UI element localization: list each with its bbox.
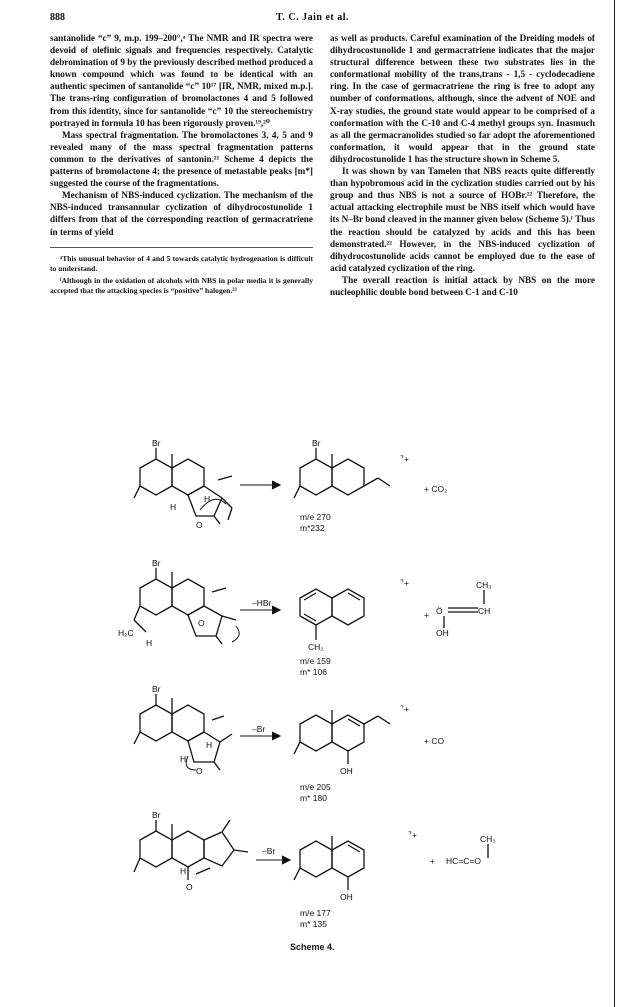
row1-h-label: H (204, 494, 211, 504)
row4-charge: ⌝+ (408, 830, 417, 840)
row2-metastable: m* 106 (300, 667, 327, 677)
left-paragraph-2: Mass spectral fragmentation. The bromolactones 3, 4, 5 and 9 revealed many of the mass spectral fragmentation patterns common to the derivatives of santonin.²¹ Scheme 4 depicts the patterns of bromolactone 4; the presence of metastable peaks [m*] suggested the course of the fragmentations. (50, 129, 313, 189)
row2-reactant-structure (134, 568, 239, 644)
row2-arrow-label: –HBr (252, 598, 272, 608)
row2-oh-label: OH (436, 628, 449, 638)
row4-o-label: O (186, 882, 193, 892)
left-column (50, 32, 313, 298)
row2-enol-o-label: Ö (436, 606, 443, 616)
row1-charge: ⌝+ (400, 454, 409, 464)
row4-product-structure (294, 836, 364, 890)
row2-br-label: Br (152, 558, 161, 568)
row3-metastable: m* 180 (300, 793, 327, 803)
right-paragraph-1: as well as products. Careful examination of the Dreiding models of dihydrocostunolide 1 and germacratriene indicates that the major structural difference between these two substrates lies in the conformational mobility of the trans,trans - 1,5 - cyclodecadiene ring. In the case of germacratriene the ring is free to adopt any number of conformations, although, since the advent of NOE and X-ray studies, the ground state would appear to be comprised of a conformation with the C-10 and C-4 methyl groups syn. Inasmuch as all the germacranolides studied so far adopt the aforementioned conformation, it would appear that in the ground state dihydrocostunolide 1 has the structure shown in Scheme 5. (330, 33, 595, 164)
reaction-arrows (240, 481, 290, 864)
row1-h-label-2: H (170, 502, 177, 512)
footnotes (50, 247, 313, 296)
footnote-f: ᶠAlthough in the oxidation of alcohols with NBS in polar media it is generally accepted that the attacking species is “positive” halogen.²³ (50, 275, 313, 295)
row3-product-structure (294, 710, 390, 764)
row4-br-label: Br (152, 810, 161, 820)
row3-oh-label: OH (340, 766, 353, 776)
row1-product-structure (294, 448, 390, 498)
right-paragraph-2: It was shown by van Tamelen that NBS reacts quite differently than hypobromous acid in the cyclization studies carried out by his group and thus NBS is not a source of HOBr.²² Therefore, the actual attacking electrophile must be NBS itself which would have its N–Br bond cleaved in the manner given below (Scheme 5).ᶠ Thus the reaction should be catalyzed by acids and this has been demonstrated.²² However, in the NBS-induced cyclization of dihydrocostunolide acids cannot be employed due to the ease of acid catalyzed cyclization of the ring. (330, 166, 595, 273)
row2-plus: + (424, 610, 429, 620)
row4-ketene-label: HC=C=O (446, 856, 481, 866)
row2-mz: m/e 159 (300, 656, 331, 666)
row3-h-label: H (206, 740, 213, 750)
row3-br-label: Br (152, 684, 161, 694)
row4-metastable: m* 135 (300, 919, 327, 929)
row4-ch3-label: CH₃ (480, 834, 496, 844)
page-number: 888 (50, 12, 65, 23)
left-paragraph-1: santanolide “c” 9, m.p. 199–200°,ᵃ The NMR and IR spectra were devoid of olefinic signals and frequencies respectively. Catalytic debromination of 9 by the previously described method produced a known compound which was found to be identical with an authentic specimen of santanolide “c” 10¹⁷ [IR, NMR, mixed m.p.]. The trans-ring configuration of bromolactones 4 and 5 followed from this identity, since for santanolide “c” 10 the stereochemistry portrayed in formula 10 has been rigorously proven.¹⁹,²⁰ (50, 33, 313, 128)
row2-enol-ch-label: CH (478, 606, 491, 616)
row2-o-label: O (198, 618, 205, 628)
left-paragraph-3: Mechanism of NBS-induced cyclization. The mechanism of the NBS-induced transannular cyclization of dihydrocostunolide 1 differs from that of the corresponding reaction of germacratriene in terms of yield (50, 190, 313, 237)
row3-o-label: O (196, 766, 203, 776)
right-column (330, 32, 595, 298)
row2-charge: ⌝+ (400, 578, 409, 588)
row2-product-structure (300, 589, 364, 640)
row4-reactant-structure (134, 820, 248, 880)
row3-mz: m/e 205 (300, 782, 331, 792)
scheme-4-figure (0, 440, 625, 1000)
row4-oh-label: OH (340, 892, 353, 902)
row1-product-br-label: Br (312, 440, 321, 448)
row2-h2c-label: H₂C (118, 628, 134, 638)
scheme-caption: Scheme 4. (290, 942, 335, 952)
row1-metastable: m*232 (300, 523, 325, 533)
row4-plus: + (430, 856, 435, 866)
row3-charge: ⌝+ (400, 704, 409, 714)
footnote-a: ᵃThis unusual behavior of 4 and 5 towards catalytic hydrogenation is difficult to understand. (50, 253, 313, 273)
row1-br-label: Br (152, 440, 161, 448)
row1-mz: m/e 270 (300, 512, 331, 522)
row3-coproduct: + CO (424, 736, 445, 746)
row1-coproduct: + CO₂ (424, 484, 448, 494)
row3-h-label-2: H (180, 754, 187, 764)
row4-h-label: H (180, 866, 187, 876)
row1-reactant-structure (134, 448, 232, 524)
row2-ch3-label: CH₃ (476, 580, 492, 590)
row4-arrow-label: –Br (262, 846, 276, 856)
row3-arrow-label: –Br (252, 724, 266, 734)
row2-ch2-label: CH₂ (308, 642, 324, 652)
page-header (0, 12, 625, 28)
right-paragraph-3: The overall reaction is initial attack by NBS on the more nucleophilic double bond between C-1 and C-10 (330, 274, 595, 297)
row4-mz: m/e 177 (300, 908, 331, 918)
row2-h-label: H (146, 638, 153, 648)
running-head: T. C. Jain et al. (275, 12, 350, 23)
row1-o-label: O (196, 520, 203, 530)
